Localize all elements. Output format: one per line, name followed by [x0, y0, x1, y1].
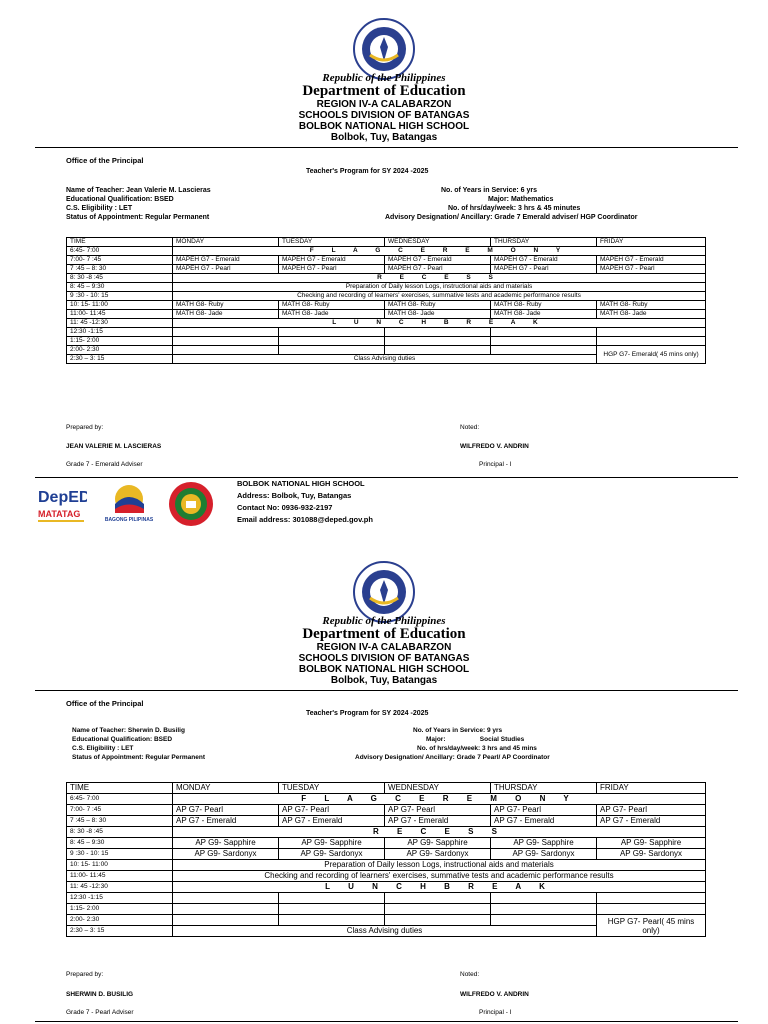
region-line: REGION IV-A CALABARZON — [316, 99, 452, 110]
table-row — [67, 849, 706, 860]
schedule-body — [67, 238, 706, 364]
column-header: WEDNESDAY — [385, 783, 491, 794]
table-row — [67, 247, 706, 256]
school-line: BOLBOK NATIONAL HIGH SCHOOL — [298, 664, 470, 675]
table-row — [67, 794, 706, 805]
schedule-cell — [597, 893, 706, 904]
schedule-cell: MAPEH G7 - Emerald — [173, 256, 279, 265]
table-row — [67, 816, 706, 827]
noted-name: WILFREDO V. ANDRIN — [460, 991, 529, 998]
advisory: Advisory Designation/ Ancillary: Grade 7 Emerald adviser/ HGP Coordinator — [385, 214, 638, 221]
time-cell: 8: 45 – 9:30 — [67, 838, 173, 849]
time-cell: 2:00- 2:30 — [67, 915, 173, 926]
table-row — [67, 310, 706, 319]
noted-name: WILFREDO V. ANDRIN — [460, 443, 529, 450]
time-cell: 7 :45 – 8: 30 — [67, 265, 173, 274]
time-cell: 6:45- 7:00 — [67, 247, 173, 256]
schedule-cell — [385, 904, 491, 915]
span-label: L U N C H B R E A K — [173, 882, 706, 893]
schedule-cell — [385, 346, 491, 355]
prepared-role: Grade 7 - Pearl Adviser — [66, 1009, 134, 1016]
schedule-cell — [491, 904, 597, 915]
column-header: THURSDAY — [491, 238, 597, 247]
prepared-label: Prepared by: — [66, 424, 104, 431]
time-cell: 2:30 – 3: 15 — [67, 926, 173, 937]
letterhead — [0, 72, 768, 143]
schedule-cell: MATH G8- Ruby — [385, 301, 491, 310]
table-header-row — [67, 238, 706, 247]
time-cell: 12:30 -1:15 — [67, 328, 173, 337]
schedule-cell: AP G7 - Emerald — [173, 816, 279, 827]
time-cell: 11:00- 11:45 — [67, 310, 173, 319]
division-line: SCHOOLS DIVISION OF BATANGAS — [298, 653, 470, 664]
schedule-cell — [491, 346, 597, 355]
schedule-cell: AP G9- Sardonyx — [279, 849, 385, 860]
advisory: Advisory Designation/ Ancillary: Grade 7 Pearl/ AP Coordinator — [355, 754, 550, 761]
table-row — [67, 871, 706, 882]
column-header: MONDAY — [173, 238, 279, 247]
division-line: SCHOOLS DIVISION OF BATANGAS — [298, 110, 470, 121]
time-cell: 7:00- 7 :45 — [67, 256, 173, 265]
class-advising-cell: Class Advising duties — [173, 926, 597, 937]
table-row — [67, 283, 706, 292]
table-row — [67, 292, 706, 301]
schedule-cell — [491, 893, 597, 904]
svg-text:BAGONG PILIPINAS: BAGONG PILIPINAS — [104, 517, 154, 522]
schedule-cell: MAPEH G7 - Emerald — [597, 256, 706, 265]
activity-note: Checking and recording of learners' exercises, summative tests and academic performance results — [173, 292, 706, 301]
table-row — [67, 265, 706, 274]
time-cell: 9 :30 - 10: 15 — [67, 849, 173, 860]
department-line: Department of Education — [302, 626, 466, 642]
header-rule — [35, 690, 738, 691]
span-label: R E C E S S — [173, 274, 706, 283]
schedule-cell: MATH G8- Jade — [385, 310, 491, 319]
teacher-name: Name of Teacher: Sherwin D. Busilig — [72, 727, 185, 734]
hours-per-week: No. of hrs/day/week: 3 hrs & 45 minutes — [448, 205, 581, 212]
table-row — [67, 893, 706, 904]
schedule-cell — [279, 346, 385, 355]
schedule-cell: AP G9- Sardonyx — [173, 849, 279, 860]
column-header: WEDNESDAY — [385, 238, 491, 247]
time-cell: 9 :30 - 10: 15 — [67, 292, 173, 301]
schedule-cell — [597, 328, 706, 337]
schedule-cell: AP G7- Pearl — [597, 805, 706, 816]
schedule-cell — [491, 915, 597, 926]
schedule-cell: MATH G8- Ruby — [279, 301, 385, 310]
years-in-service: No. of Years in Service: 9 yrs — [413, 727, 503, 734]
school-logo — [168, 481, 214, 527]
class-advising-cell: Class Advising duties — [173, 355, 597, 364]
republic-line: Republic of the Philippines — [322, 615, 446, 627]
schedule-cell — [385, 328, 491, 337]
schedule-cell — [279, 328, 385, 337]
time-cell: 10: 15- 11:00 — [67, 301, 173, 310]
appointment: Status of Appointment: Regular Permanent — [72, 754, 206, 761]
prepared-name: JEAN VALERIE M. LASCIERAS — [66, 443, 162, 450]
time-cell: 1:15- 2:00 — [67, 337, 173, 346]
footer-email: Email address: 301088@deped.gov.ph — [237, 515, 373, 524]
eligibility: C.S. Eligibility : LET — [66, 205, 133, 212]
span-label: L U N C H B R E A K — [173, 319, 706, 328]
table-row — [67, 838, 706, 849]
svg-text:MATATAG: MATATAG — [38, 509, 81, 519]
table-row — [67, 915, 706, 926]
major: Major: Mathematics — [488, 196, 554, 203]
footer-school: BOLBOK NATIONAL HIGH SCHOOL — [237, 479, 365, 488]
activity-note: Preparation of Daily lesson Logs, instructional aids and materials — [173, 860, 706, 871]
column-header: THURSDAY — [491, 783, 597, 794]
schedule-cell — [491, 337, 597, 346]
schedule-cell — [597, 337, 706, 346]
time-cell: 7 :45 – 8: 30 — [67, 816, 173, 827]
schedule-cell: AP G9- Sapphire — [279, 838, 385, 849]
time-cell: 7:00- 7 :45 — [67, 805, 173, 816]
schedule-table — [66, 237, 706, 364]
table-row — [67, 860, 706, 871]
letterhead — [0, 615, 768, 686]
major: Major: Social Studies — [426, 736, 525, 743]
column-header: TIME — [67, 238, 173, 247]
bagong-pilipinas-logo — [92, 482, 167, 522]
column-header: TIME — [67, 783, 173, 794]
program-title: Teacher's Program for SY 2024 -2025 — [306, 168, 429, 175]
schedule-cell: AP G7- Pearl — [173, 805, 279, 816]
column-header: MONDAY — [173, 783, 279, 794]
teacher-name: Name of Teacher: Jean Valerie M. Lascieras — [66, 187, 211, 194]
schedule-cell — [279, 337, 385, 346]
department-line: Department of Education — [302, 83, 466, 99]
noted-role: Principal - I — [479, 1009, 512, 1016]
schedule-cell: MATH G8- Ruby — [491, 301, 597, 310]
schedule-cell: MATH G8- Ruby — [597, 301, 706, 310]
time-cell: 11: 45 -12:30 — [67, 319, 173, 328]
schedule-cell — [173, 328, 279, 337]
schedule-cell — [279, 904, 385, 915]
schedule-cell: MAPEH G7 - Pearl — [279, 265, 385, 274]
table-row — [67, 882, 706, 893]
schedule-cell: MATH G8- Jade — [173, 310, 279, 319]
time-cell: 1:15- 2:00 — [67, 904, 173, 915]
schedule-cell: AP G7- Pearl — [491, 805, 597, 816]
table-row — [67, 328, 706, 337]
deped-logo — [37, 484, 87, 524]
qualification: Educational Qualification: BSED — [66, 196, 174, 203]
schedule-cell: MAPEH G7 - Pearl — [173, 265, 279, 274]
table-row — [67, 827, 706, 838]
table-row — [67, 904, 706, 915]
schedule-cell — [173, 346, 279, 355]
schedule-cell: AP G9- Sardonyx — [597, 849, 706, 860]
time-cell: 10: 15- 11:00 — [67, 860, 173, 871]
time-cell: 11: 45 -12:30 — [67, 882, 173, 893]
table-row — [67, 337, 706, 346]
appointment: Status of Appointment: Regular Permanent — [66, 214, 210, 221]
span-label: F L A G C E R E M O N Y — [173, 247, 706, 256]
schedule-cell: MAPEH G7 - Emerald — [279, 256, 385, 265]
time-cell: 2:00- 2:30 — [67, 346, 173, 355]
schedule-table — [66, 782, 706, 937]
schedule-cell — [173, 337, 279, 346]
schedule-cell: AP G7 - Emerald — [491, 816, 597, 827]
time-cell: 6:45- 7:00 — [67, 794, 173, 805]
schedule-cell: AP G7 - Emerald — [385, 816, 491, 827]
table-row — [67, 256, 706, 265]
schedule-cell: AP G7 - Emerald — [279, 816, 385, 827]
schedule-cell: MATH G8- Jade — [491, 310, 597, 319]
qualification: Educational Qualification: BSED — [72, 736, 173, 743]
schedule-cell — [173, 904, 279, 915]
time-cell: 8: 45 – 9:30 — [67, 283, 173, 292]
schedule-cell: MAPEH G7 - Emerald — [385, 256, 491, 265]
republic-line: Republic of the Philippines — [322, 72, 446, 84]
prepared-name: SHERWIN D. BUSILIG — [66, 991, 134, 998]
noted-label: Noted: — [460, 424, 480, 431]
schedule-cell: MAPEH G7 - Pearl — [491, 265, 597, 274]
school-line: BOLBOK NATIONAL HIGH SCHOOL — [298, 121, 470, 132]
schedule-cell: MAPEH G7 - Pearl — [597, 265, 706, 274]
deped-logo-icon — [37, 484, 87, 524]
noted-label: Noted: — [460, 971, 480, 978]
schedule-cell: AP G7- Pearl — [279, 805, 385, 816]
location-line: Bolbok, Tuy, Batangas — [330, 675, 438, 686]
schedule-cell: AP G9- Sapphire — [385, 838, 491, 849]
column-header: TUESDAY — [279, 238, 385, 247]
schedule-cell: AP G7- Pearl — [385, 805, 491, 816]
schedule-body — [67, 783, 706, 937]
footer-rule — [35, 1021, 738, 1022]
footer-rule — [35, 477, 738, 478]
schedule-cell: MATH G8- Jade — [279, 310, 385, 319]
schedule-cell — [385, 893, 491, 904]
schedule-cell — [385, 337, 491, 346]
schedule-cell: MAPEH G7 - Emerald — [491, 256, 597, 265]
schedule-cell: AP G9- Sapphire — [491, 838, 597, 849]
schedule-cell: AP G7 - Emerald — [597, 816, 706, 827]
prepared-label: Prepared by: — [66, 971, 104, 978]
schedule-cell: AP G9- Sapphire — [597, 838, 706, 849]
table-header-row — [67, 783, 706, 794]
span-label: R E C E S S — [173, 827, 706, 838]
time-cell: 8: 30 -8 :45 — [67, 827, 173, 838]
table-row — [67, 301, 706, 310]
schedule-cell — [385, 915, 491, 926]
table-row — [67, 346, 706, 355]
schedule-cell — [173, 915, 279, 926]
table-row — [67, 319, 706, 328]
years-in-service: No. of Years in Service: 6 yrs — [441, 187, 537, 194]
eligibility: C.S. Eligibility : LET — [72, 745, 134, 752]
location-line: Bolbok, Tuy, Batangas — [330, 132, 438, 143]
activity-note: Checking and recording of learners' exercises, summative tests and academic performance results — [173, 871, 706, 882]
table-row — [67, 274, 706, 283]
schedule-cell — [279, 915, 385, 926]
column-header: FRIDAY — [597, 783, 706, 794]
hgp-cell: HGP G7- Pearl( 45 mins only) — [597, 915, 706, 937]
schedule-cell — [279, 893, 385, 904]
time-cell: 12:30 -1:15 — [67, 893, 173, 904]
program-title: Teacher's Program for SY 2024 -2025 — [306, 710, 429, 717]
schedule-cell: MAPEH G7 - Pearl — [385, 265, 491, 274]
table-row — [67, 805, 706, 816]
schedule-cell — [597, 904, 706, 915]
schedule-cell: AP G9- Sapphire — [173, 838, 279, 849]
schedule-cell — [491, 328, 597, 337]
time-cell: 2:30 – 3: 15 — [67, 355, 173, 364]
time-cell: 11:00- 11:45 — [67, 871, 173, 882]
schedule-cell: AP G9- Sardonyx — [491, 849, 597, 860]
schedule-cell: AP G9- Sardonyx — [385, 849, 491, 860]
span-label: F L A G C E R E M O N Y — [173, 794, 706, 805]
footer-address: Address: Bolbok, Tuy, Batangas — [237, 491, 352, 500]
column-header: FRIDAY — [597, 238, 706, 247]
activity-note: Preparation of Daily lesson Logs, instructional aids and materials — [173, 283, 706, 292]
bagong-pilipinas-icon — [92, 482, 167, 522]
noted-role: Principal - I — [479, 461, 512, 468]
hgp-cell: HGP G7- Emerald( 45 mins only) — [597, 346, 706, 364]
office-label: Office of the Principal — [66, 156, 144, 165]
time-cell: 8: 30 -8 :45 — [67, 274, 173, 283]
office-label: Office of the Principal — [66, 699, 144, 708]
school-seal-icon — [168, 481, 214, 527]
schedule-cell — [173, 893, 279, 904]
schedule-cell: MATH G8- Ruby — [173, 301, 279, 310]
schedule-cell: MATH G8- Jade — [597, 310, 706, 319]
region-line: REGION IV-A CALABARZON — [316, 642, 452, 653]
footer-contact: Contact No: 0936-932-2197 — [237, 503, 333, 512]
hours-per-week: No. of hrs/day/week: 3 hrs and 45 mins — [417, 745, 537, 752]
column-header: TUESDAY — [279, 783, 385, 794]
svg-text:DepED: DepED — [38, 489, 87, 506]
header-rule — [35, 147, 738, 148]
prepared-role: Grade 7 - Emerald Adviser — [66, 461, 143, 468]
